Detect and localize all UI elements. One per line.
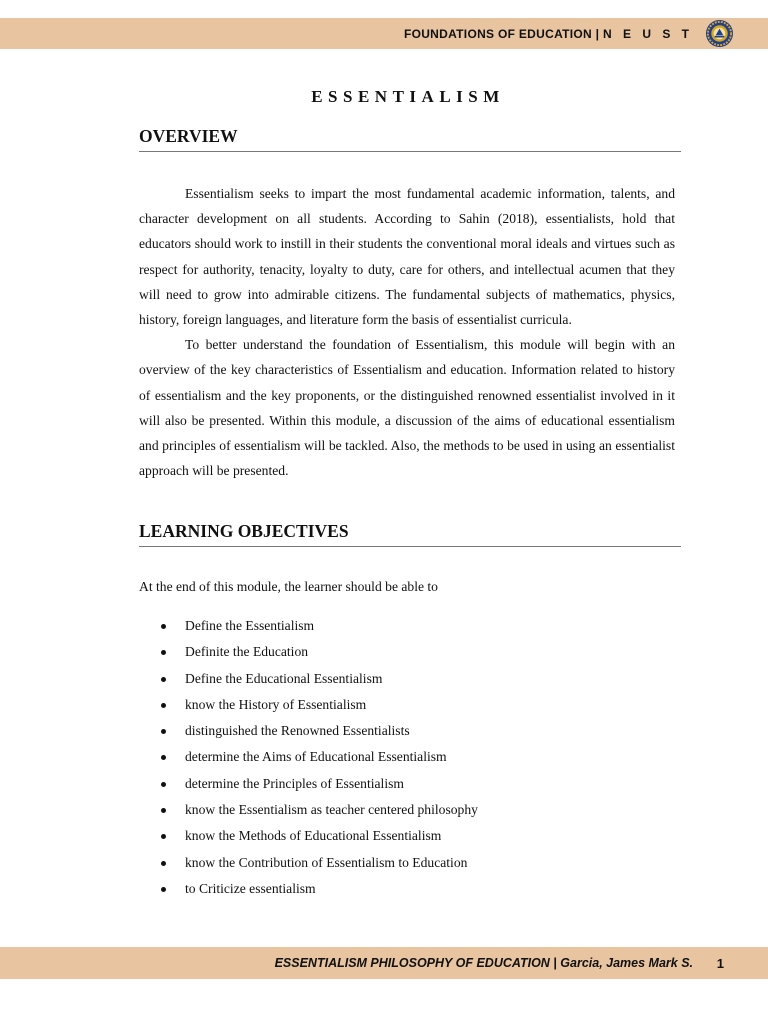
objective-item: know the Essentialism as teacher centered philosophy	[139, 797, 478, 823]
objective-item: know the Methods of Educational Essentialism	[139, 823, 478, 849]
header-separator: |	[595, 27, 600, 41]
objective-item: Define the Essentialism	[139, 613, 478, 639]
header-band	[0, 18, 768, 49]
objective-item: know the Contribution of Essentialism to Education	[139, 850, 478, 876]
overview-paragraph-2: To better understand the foundation of Essentialism, this module will begin with an overview of the key characteristics of Essentialism and education. Information related to history of essentialism and the key proponents, or the distinguished renowned essentialist involved in it will also be presented. Within this module, a discussion of the aims of educational essentialism and principles of essentialism will be tackled. Also, the methods to be used in using an essentialist approach will be presented.	[139, 337, 675, 479]
objectives-intro: At the end of this module, the learner should be able to	[139, 579, 438, 594]
overview-heading: OVERVIEW	[139, 126, 681, 152]
header-course: FOUNDATIONS OF EDUCATION	[403, 27, 593, 41]
footer-text: ESSENTIALISM PHILOSOPHY OF EDUCATION | Garcia, James Mark S.	[274, 956, 693, 970]
objective-item: to Criticize essentialism	[139, 876, 478, 902]
objective-item: know the History of Essentialism	[139, 692, 478, 718]
objective-item: Define the Educational Essentialism	[139, 666, 478, 692]
objective-item: determine the Aims of Educational Essentialism	[139, 744, 478, 770]
overview-paragraph-1: Essentialism seeks to impart the most fundamental academic information, talents, and character development on all students. According to Sahin (2018), essentialists, hold that educators should work to instill in their students the conventional moral ideals and virtues such as respect for authority, tenacity, loyalty to duty, care for others, and intellectual acumen that they will need to grow into admirable citizens. The fundamental subjects of mathematics, physics, history, foreign languages, and literature form the basis of essentialist curricula.	[139, 186, 675, 328]
objective-item: determine the Principles of Essentialism	[139, 771, 478, 797]
overview-body	[139, 181, 675, 483]
document-title: ESSENTIALISM	[311, 87, 505, 106]
header-text	[404, 27, 693, 41]
objective-item: Definite the Education	[139, 639, 478, 665]
learning-objectives-heading: LEARNING OBJECTIVES	[139, 521, 681, 547]
objectives-list	[139, 613, 478, 902]
footer-band	[0, 947, 768, 979]
page-number: 1	[716, 956, 724, 971]
header-institution: N E U S T	[602, 27, 693, 41]
university-seal-icon	[705, 19, 734, 48]
objective-item: distinguished the Renowned Essentialists	[139, 718, 478, 744]
